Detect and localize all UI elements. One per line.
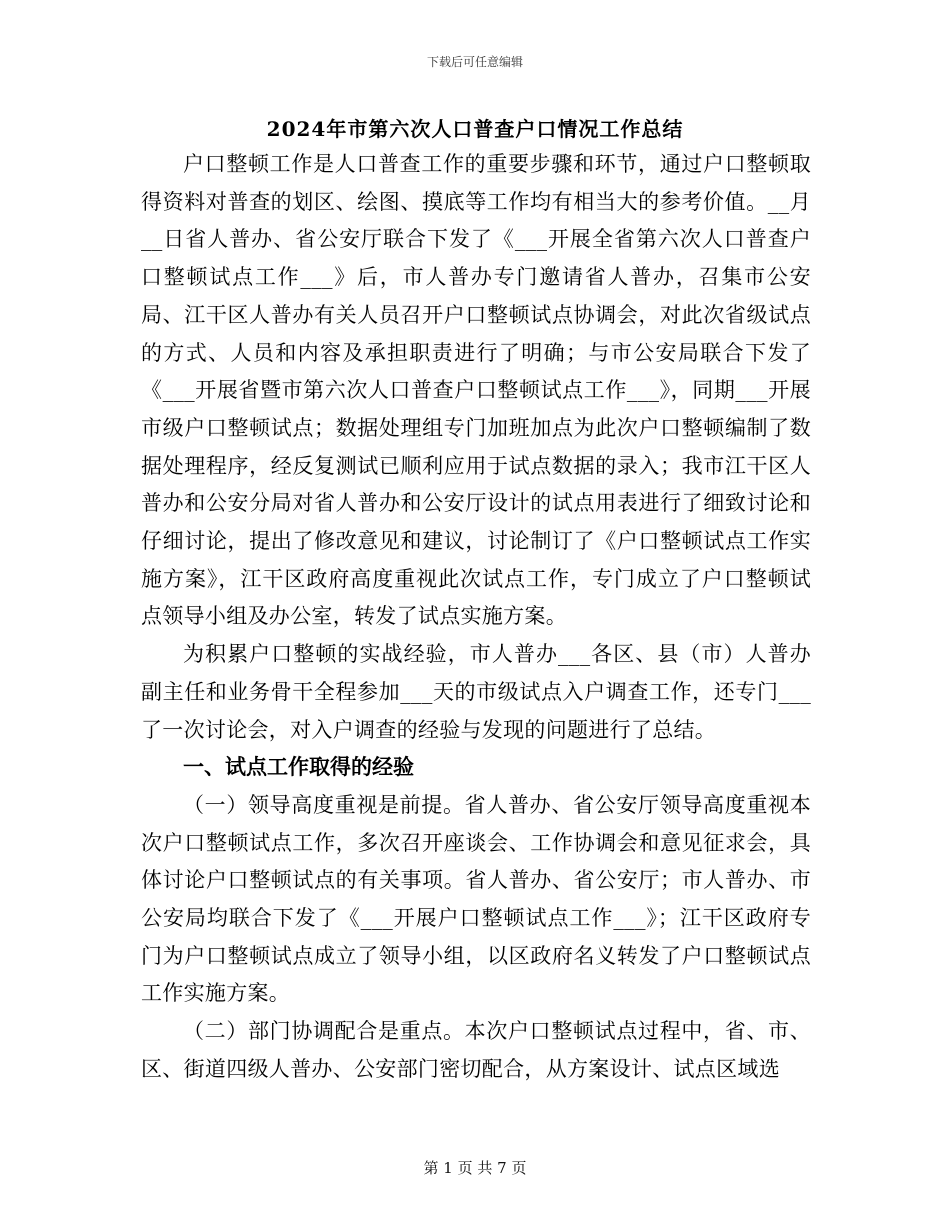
- page-title: 2024年市第六次人口普查户口情况工作总结: [266, 117, 684, 141]
- section-paragraph-1: （一）领导高度重视是前提。省人普办、省公安厅领导高度重视本次户口整顿试点工作，多次召开座谈会、工作协调会和意见征求会，具体讨论户口整顿试点的有关事项。省人普办、省公安厅；市人普办、市公安局均联合下发了《___开展户口整顿试点工作___》；江干区政府专门为户口整顿试点成立了领导小组，以区政府名义转发了户口整顿试点工作实施方案。: [141, 792, 811, 1006]
- section-heading: 一、试点工作取得的经验: [183, 755, 414, 780]
- section-paragraph-2: （二）部门协调配合是重点。本次户口整顿试点过程中，省、市、区、街道四级人普办、公安部门密切配合，从方案设计、试点区域选: [141, 1019, 811, 1081]
- body-paragraph-2: 为积累户口整顿的实战经验，市人普办___各区、县（市）人普办副主任和业务骨干全程参加___天的市级试点入户调查工作，还专门___了一次讨论会，对入户调查的经验与发现的问题进行了总结。: [141, 642, 811, 742]
- body-paragraph-1: 户口整顿工作是人口普查工作的重要步骤和环节，通过户口整顿取得资料对普查的划区、绘图、摸底等工作均有相当大的参考价值。__月__日省人普办、省公安厅联合下发了《___开展全省第六次人口普查户口整顿试点工作___》后，市人普办专门邀请省人普办，召集市公安局、江干区人普办有关人员召开户口整顿试点协调会，对此次省级试点的方式、人员和内容及承担职责进行了明确；与市公安局联合下发了《___开展省暨市第六次人口普查户口整顿试点工作___》，同期___开展市级户口整顿试点；数据处理组专门加班加点为此次户口整顿编制了数据处理程序，经反复测试已顺利应用于试点数据的录入；我市江干区人普办和公安分局对省人普办和公安厅设计的试点用表进行了细致讨论和仔细讨论，提出了修改意见和建议，讨论制订了《户口整顿试点工作实施方案》，江干区政府高度重视此次试点工作，专门成立了户口整顿试点领导小组及办公室，转发了试点实施方案。: [141, 152, 811, 629]
- page-header-note: 下载后可任意编辑: [426, 55, 523, 69]
- page-number: 第 1 页 共 7 页: [423, 1159, 527, 1177]
- document-body: [141, 146, 811, 1089]
